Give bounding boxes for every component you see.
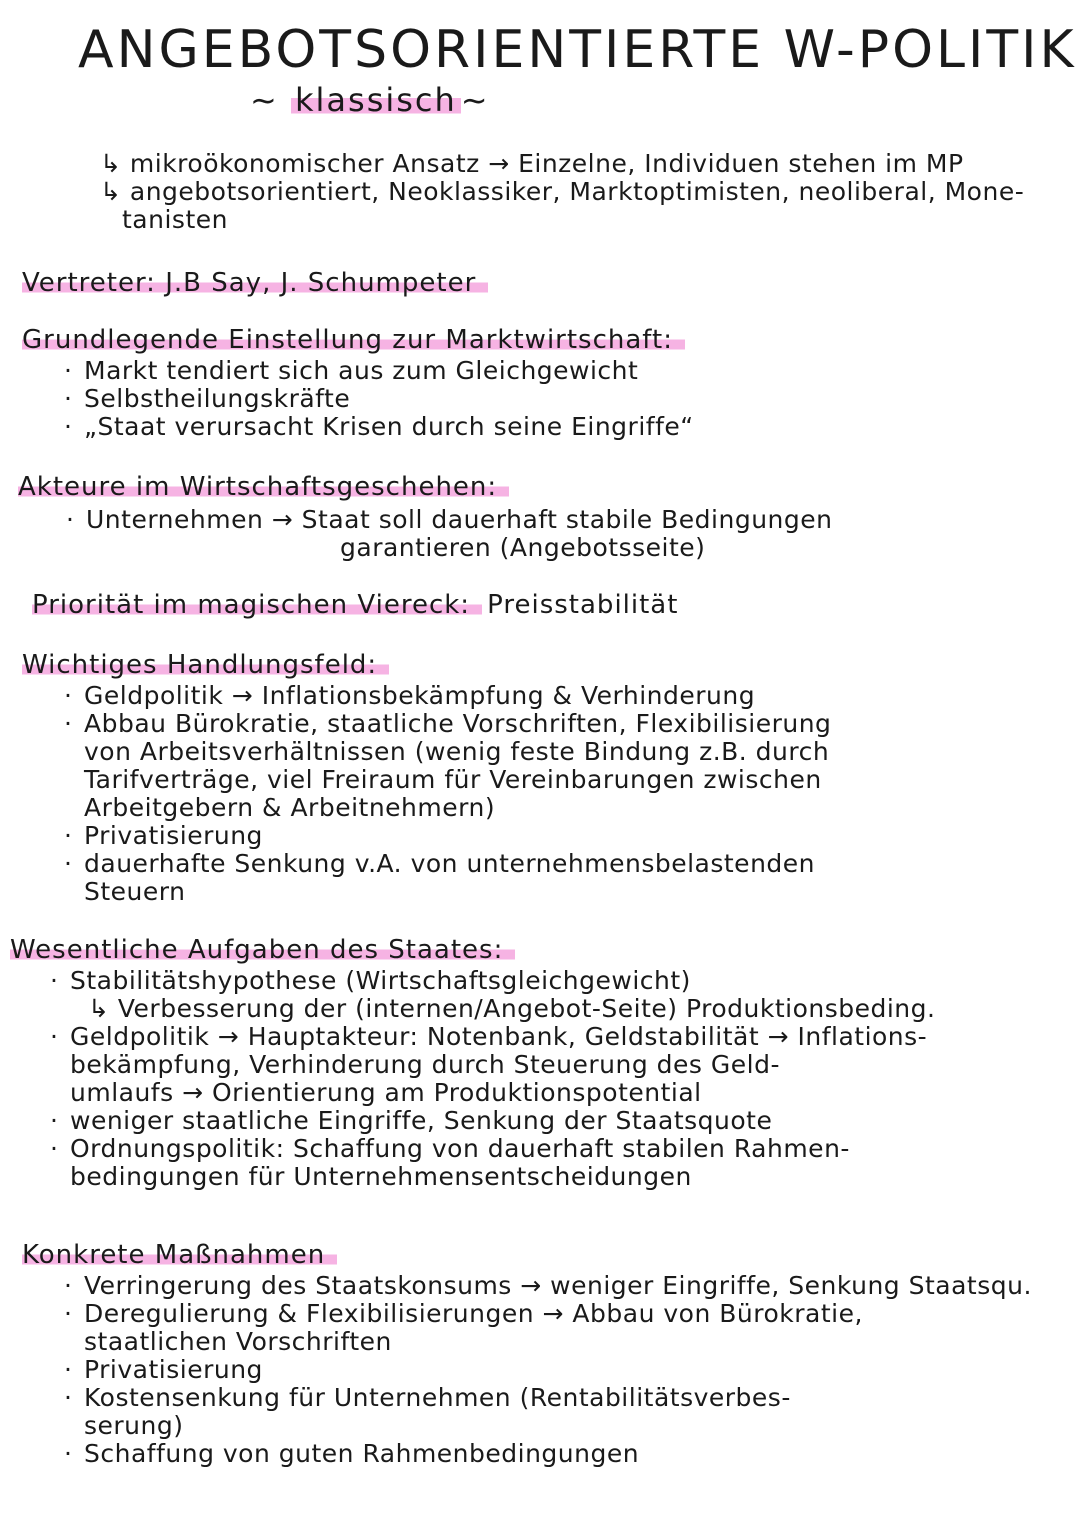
list-item: · dauerhafte Senkung v.A. von unternehmensbelastenden Steuern [64,849,816,906]
list-item: · Privatisierung [64,821,263,850]
page-subtitle [250,80,490,120]
intro-line: ↳ angebotsorientiert, Neoklassiker, Marktoptimisten, neoliberal, Mone- [100,177,1025,206]
vertreter-heading: Vertreter: J.B Say, J. Schumpeter [22,268,488,298]
aufgaben-list [50,966,1080,1191]
list-item: · Ordnungspolitik: Schaffung von dauerhaft stabilen Rahmen- bedingungen für Unternehmensentscheidungen [50,1134,850,1191]
list-item: · Unternehmen → Staat soll dauerhaft stabile Bedingungen [66,505,833,534]
vertreter-section [22,268,1080,298]
intro-section [100,150,1080,234]
einstellung-heading: Grundlegende Einstellung zur Marktwirtschaft: [22,325,685,355]
subtitle-tilde-left: ~ [250,81,279,119]
massnahmen-list [64,1271,1080,1468]
list-item: · Privatisierung [64,1355,263,1384]
list-item: · Kostensenkung für Unternehmen (Rentabilitätsverbes- serung) [64,1383,791,1440]
list-item: · Geldpolitik → Inflationsbekämpfung & Verhinderung [64,681,756,710]
subtitle-text: klassisch [291,81,461,119]
page-title: ANGEBOTSORIENTIERTE W-POLITIK [78,20,1077,80]
einstellung-section [22,325,1080,441]
intro-line: ↳ mikroökonomischer Ansatz → Einzelne, Individuen stehen im MP [100,149,964,178]
list-item: · Markt tendiert sich aus zum Gleichgewicht [64,356,639,385]
prioritaet-section [32,590,1080,620]
massnahmen-heading: Konkrete Maßnahmen [22,1240,337,1270]
list-item: · „Staat verursacht Krisen durch seine Eingriffe“ [64,412,694,441]
einstellung-list [64,356,1080,441]
list-item: · weniger staatliche Eingriffe, Senkung der Staatsquote [50,1106,773,1135]
list-item: · Schaffung von guten Rahmenbedingungen [64,1439,640,1468]
massnahmen-section [22,1240,1080,1468]
akteure-continuation: garantieren (Angebotsseite) [340,533,706,562]
prioritaet-value: Preisstabilität [487,590,679,620]
list-item: · Deregulierung & Flexibilisierungen → Abbau von Bürokratie, staatlichen Vorschriften [64,1299,863,1356]
intro-line: tanisten [122,205,228,234]
handlungsfeld-list [64,681,1080,906]
akteure-list [66,505,1080,534]
prioritaet-heading: Priorität im magischen Viereck: [32,590,482,620]
aufgaben-section [10,935,1080,1191]
list-item: · Abbau Bürokratie, staatliche Vorschriften, Flexibilisierung von Arbeitsverhältnissen (wenig feste Bindung z.B. durch Tarifverträge, viel Freiraum für Vereinbarungen zwischen Arbeitgebern & Arbeitnehmern) [64,709,832,822]
list-item: · Selbstheilungskräfte [64,384,351,413]
subtitle-tilde-right: ~ [460,81,490,119]
akteure-heading: Akteure im Wirtschaftsgeschehen: [18,472,509,502]
aufgaben-heading: Wesentliche Aufgaben des Staates: [10,935,515,965]
list-item: · Verringerung des Staatskonsums → weniger Eingriffe, Senkung Staatsqu. [64,1271,1032,1300]
handlungsfeld-heading: Wichtiges Handlungsfeld: [22,650,389,680]
list-item: · Geldpolitik → Hauptakteur: Notenbank, Geldstabilität → Inflations- bekämpfung, Verhinderung durch Steuerung des Geld- umlaufs → Orientierung am Produktionspotential [50,1022,928,1107]
akteure-section [18,472,1080,562]
handlungsfeld-section [22,650,1080,906]
list-item: · Stabilitätshypothese (Wirtschaftsgleichgewicht) ↳ Verbesserung der (internen/Angebot-Seite) Produktionsbeding. [50,966,936,1023]
